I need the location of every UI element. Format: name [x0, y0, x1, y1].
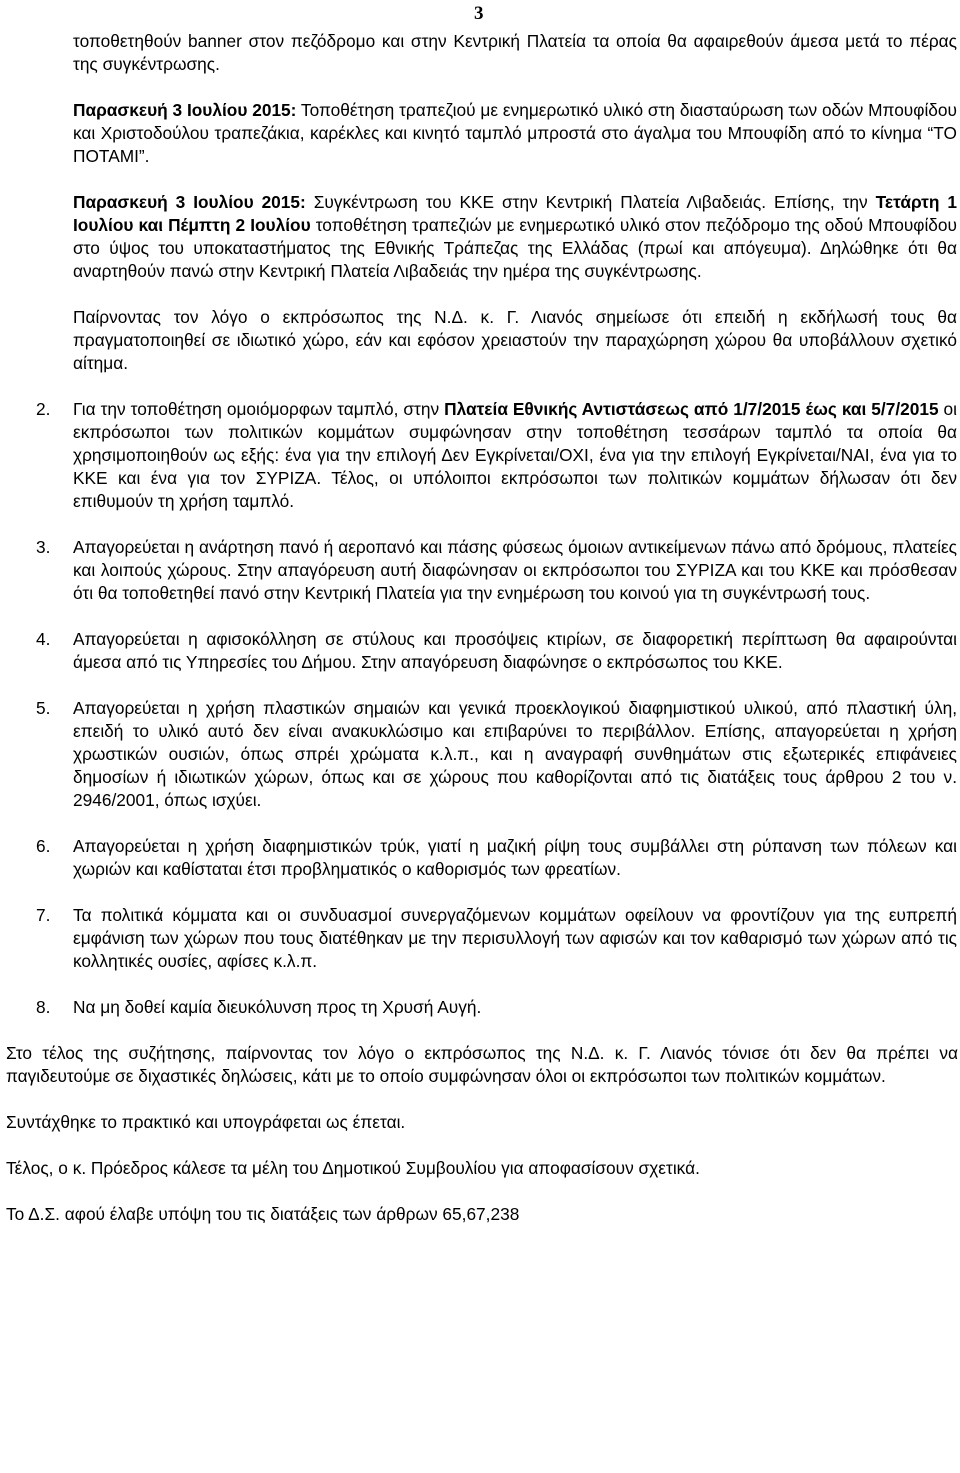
list-item	[36, 697, 957, 812]
paragraph-nd-statement: Παίρνοντας τον λόγο ο εκπρόσωπος της Ν.Δ. κ. Γ. Λιανός σημείωσε ότι επειδή η εκδήλωσή τους θα πραγματοποιηθεί σε ιδιωτικό χώρο, εάν και εφόσον χρειαστούν την παραχώρηση χώρου θα υποβάλλουν σχετικό αίτημα.	[73, 307, 957, 373]
list-item-number: 8.	[36, 997, 51, 1017]
list-item-number: 5.	[36, 698, 51, 718]
list-item-text: Τα πολιτικά κόμματα και οι συνδυασμοί συνεργαζόμενων κομμάτων οφείλουν να φροντίζουν για της ευπρεπή εμφάνιση των χώρων που τους διατέθηκαν με την περισυλλογή των αφισών και τον καθαρισμό των χώρων από τις κολλητικές ουσίες, αφίσες κ.λ.π.	[73, 905, 957, 971]
list-item-number: 4.	[36, 629, 51, 649]
list-item	[36, 835, 957, 881]
date-label: Παρασκευή 3 Ιουλίου 2015:	[73, 192, 306, 212]
date-label: Παρασκευή 3 Ιουλίου 2015:	[73, 100, 297, 120]
paragraph-minutes-signed: Συντάχθηκε το πρακτικό και υπογράφεται ως έπεται.	[6, 1112, 406, 1132]
list-item-text: Απαγορεύεται η ανάρτηση πανό ή αεροπανό και πάσης φύσεως όμοιων αντικείμενων πάνω από δρόμους, πλατείες και λοιπούς χώρους. Στην απαγόρευση αυτή διαφώνησαν οι εκπρόσωποι του ΣΥΡΙΖΑ και του ΚΚΕ και πρόσθεσαν ότι θα τοποθετηθεί πανό στην Κεντρική Πλατεία για την ενημέρωση του κοινού για τη συγκέντρωσή τους.	[73, 537, 957, 603]
list-item	[36, 536, 957, 605]
list-item	[36, 628, 957, 674]
list-item-text: Απαγορεύεται η χρήση πλαστικών σημαιών και γενικά προεκλογικού διαφημιστικού υλικού, από πλαστική ύλη, επειδή το υλικό αυτό δεν είναι ανακυκλώσιμο και επιβαρύνει το περιβάλλον. Επίσης, απαγορεύεται η χρήση χρωστικών ουσιών, όπως σπρέι χρώματα κ.λ.π., και η αναγραφή συνθημάτων στις εξωτερικές επιφάνειες δημοσίων ή ιδιωτικών χώρων, όπως και σε χώρους που καθορίζονται από τις διατάξεις τους άρθρου 2 του ν. 2946/2001, όπως ισχύει.	[73, 698, 957, 810]
list-item-number: 6.	[36, 836, 51, 856]
list-item-number: 2.	[36, 399, 51, 419]
list-item-number: 3.	[36, 537, 51, 557]
paragraph-banner-removal: τοποθετηθούν banner στον πεζόδρομο και στην Κεντρική Πλατεία τα οποία θα αφαιρεθούν άμεσα μετά το πέρας της συγκέντρωσης.	[73, 31, 957, 74]
paragraph-closing-discussion: Στο τέλος της συζήτησης, παίρνοντας τον λόγο ο εκπρόσωπος της Ν.Δ. κ. Γ. Λιανός τόνισε ότι δεν θα πρέπει να παγιδευτούμε σε διχαστικές δηλώσεις, κάτι με το οποίο συμφώνησαν όλοι οι εκπρόσωποι των πολιτικών κομμάτων.	[6, 1043, 958, 1086]
paragraph-kke-rally: Παρασκευή 3 Ιουλίου 2015: Συγκέντρωση του ΚΚΕ στην Κεντρική Πλατεία Λιβαδειάς. Επίσης, την Τετάρτη 1 Ιουλίου και Πέμπτη 2 Ιουλίου τοποθέτηση τραπεζιών με ενημερωτικό υλικό στον πεζόδρομο της οδού Μπουφίδου στο ύψος του υποκαταστήματος της Εθνικής Τράπεζας της Ελλάδας (πρωί και απόγευμα). Δηλώθηκε ότι θα αναρτηθούν πανώ στην Κεντρική Πλατεία Λιβαδειάς την ημέρα της συγκέντρωσης.	[73, 192, 957, 281]
paragraph-potami-table: Παρασκευή 3 Ιουλίου 2015: Τοποθέτηση τραπεζιού με ενημερωτικό υλικό στη διασταύρωση των οδών Μπουφίδου και Χριστοδούλου τραπεζάκια, καρέκλες και κινητό ταμπλό μπροστά στο άγαλμα του Μπουφίδη από το κίνημα “ΤΟ ΠΟΤΑΜΙ”.	[73, 100, 957, 166]
document-body	[0, 30, 958, 1226]
list-item-text: Απαγορεύεται η χρήση διαφημιστικών τρύκ, γιατί η μαζική ρίψη τους συμβάλλει στη ρύπανση των πόλεων και χωριών και καθίσταται έτσι προβληματικός ο καθορισμός των φρεατίων.	[73, 836, 957, 879]
paragraph-council-decision: Το Δ.Σ. αφού έλαβε υπόψη του τις διατάξεις των άρθρων 65,67,238	[6, 1204, 520, 1224]
list-item-text: Απαγορεύεται η αφισοκόλληση σε στύλους και προσόψεις κτιρίων, σε διαφορετική περίπτωση θα αφαιρούνται άμεσα από τις Υπηρεσίες του Δήμου. Στην απαγόρευση διαφώνησε ο εκπρόσωπος του ΚΚΕ.	[73, 629, 957, 672]
page-number: 3	[474, 3, 484, 24]
list-item	[36, 996, 957, 1019]
list-item	[36, 904, 957, 973]
list-item-number: 7.	[36, 905, 51, 925]
paragraph-president-call: Τέλος, ο κ. Πρόεδρος κάλεσε τα μέλη του Δημοτικού Συμβουλίου για αποφασίσουν σχετικά.	[6, 1158, 700, 1178]
location-date-label: Πλατεία Εθνικής Αντιστάσεως από 1/7/2015 έως και 5/7/2015	[444, 399, 939, 419]
list-item-text: Να μη δοθεί καμία διευκόλυνση προς τη Χρυσή Αυγή.	[73, 997, 482, 1017]
list-item-text: Για την τοποθέτηση ομοιόμορφων ταμπλό, στην Πλατεία Εθνικής Αντιστάσεως από 1/7/2015 έως και 5/7/2015 οι εκπρόσωποι των πολιτικών κομμάτων συμφώνησαν στην τοποθέτηση τεσσάρων ταμπλό τα οποία θα χρησιμοποιηθούν ως εξής: ένα για την επιλογή Δεν Εγκρίνεται/ΟΧΙ, ένα για την επιλογή Εγκρίνεται/ΝΑΙ, ένα για το ΚΚΕ και ένα για τον ΣΥΡΙΖΑ. Τέλος, οι υπόλοιποι εκπρόσωποι των πολιτικών κομμάτων δήλωσαν ότι δεν επιθυμούν τη χρήση ταμπλό.	[73, 399, 957, 511]
date-label: Τετάρτη 1 Ιουλίου και Πέμπτη 2 Ιουλίου	[73, 192, 957, 235]
list-item	[36, 398, 957, 513]
